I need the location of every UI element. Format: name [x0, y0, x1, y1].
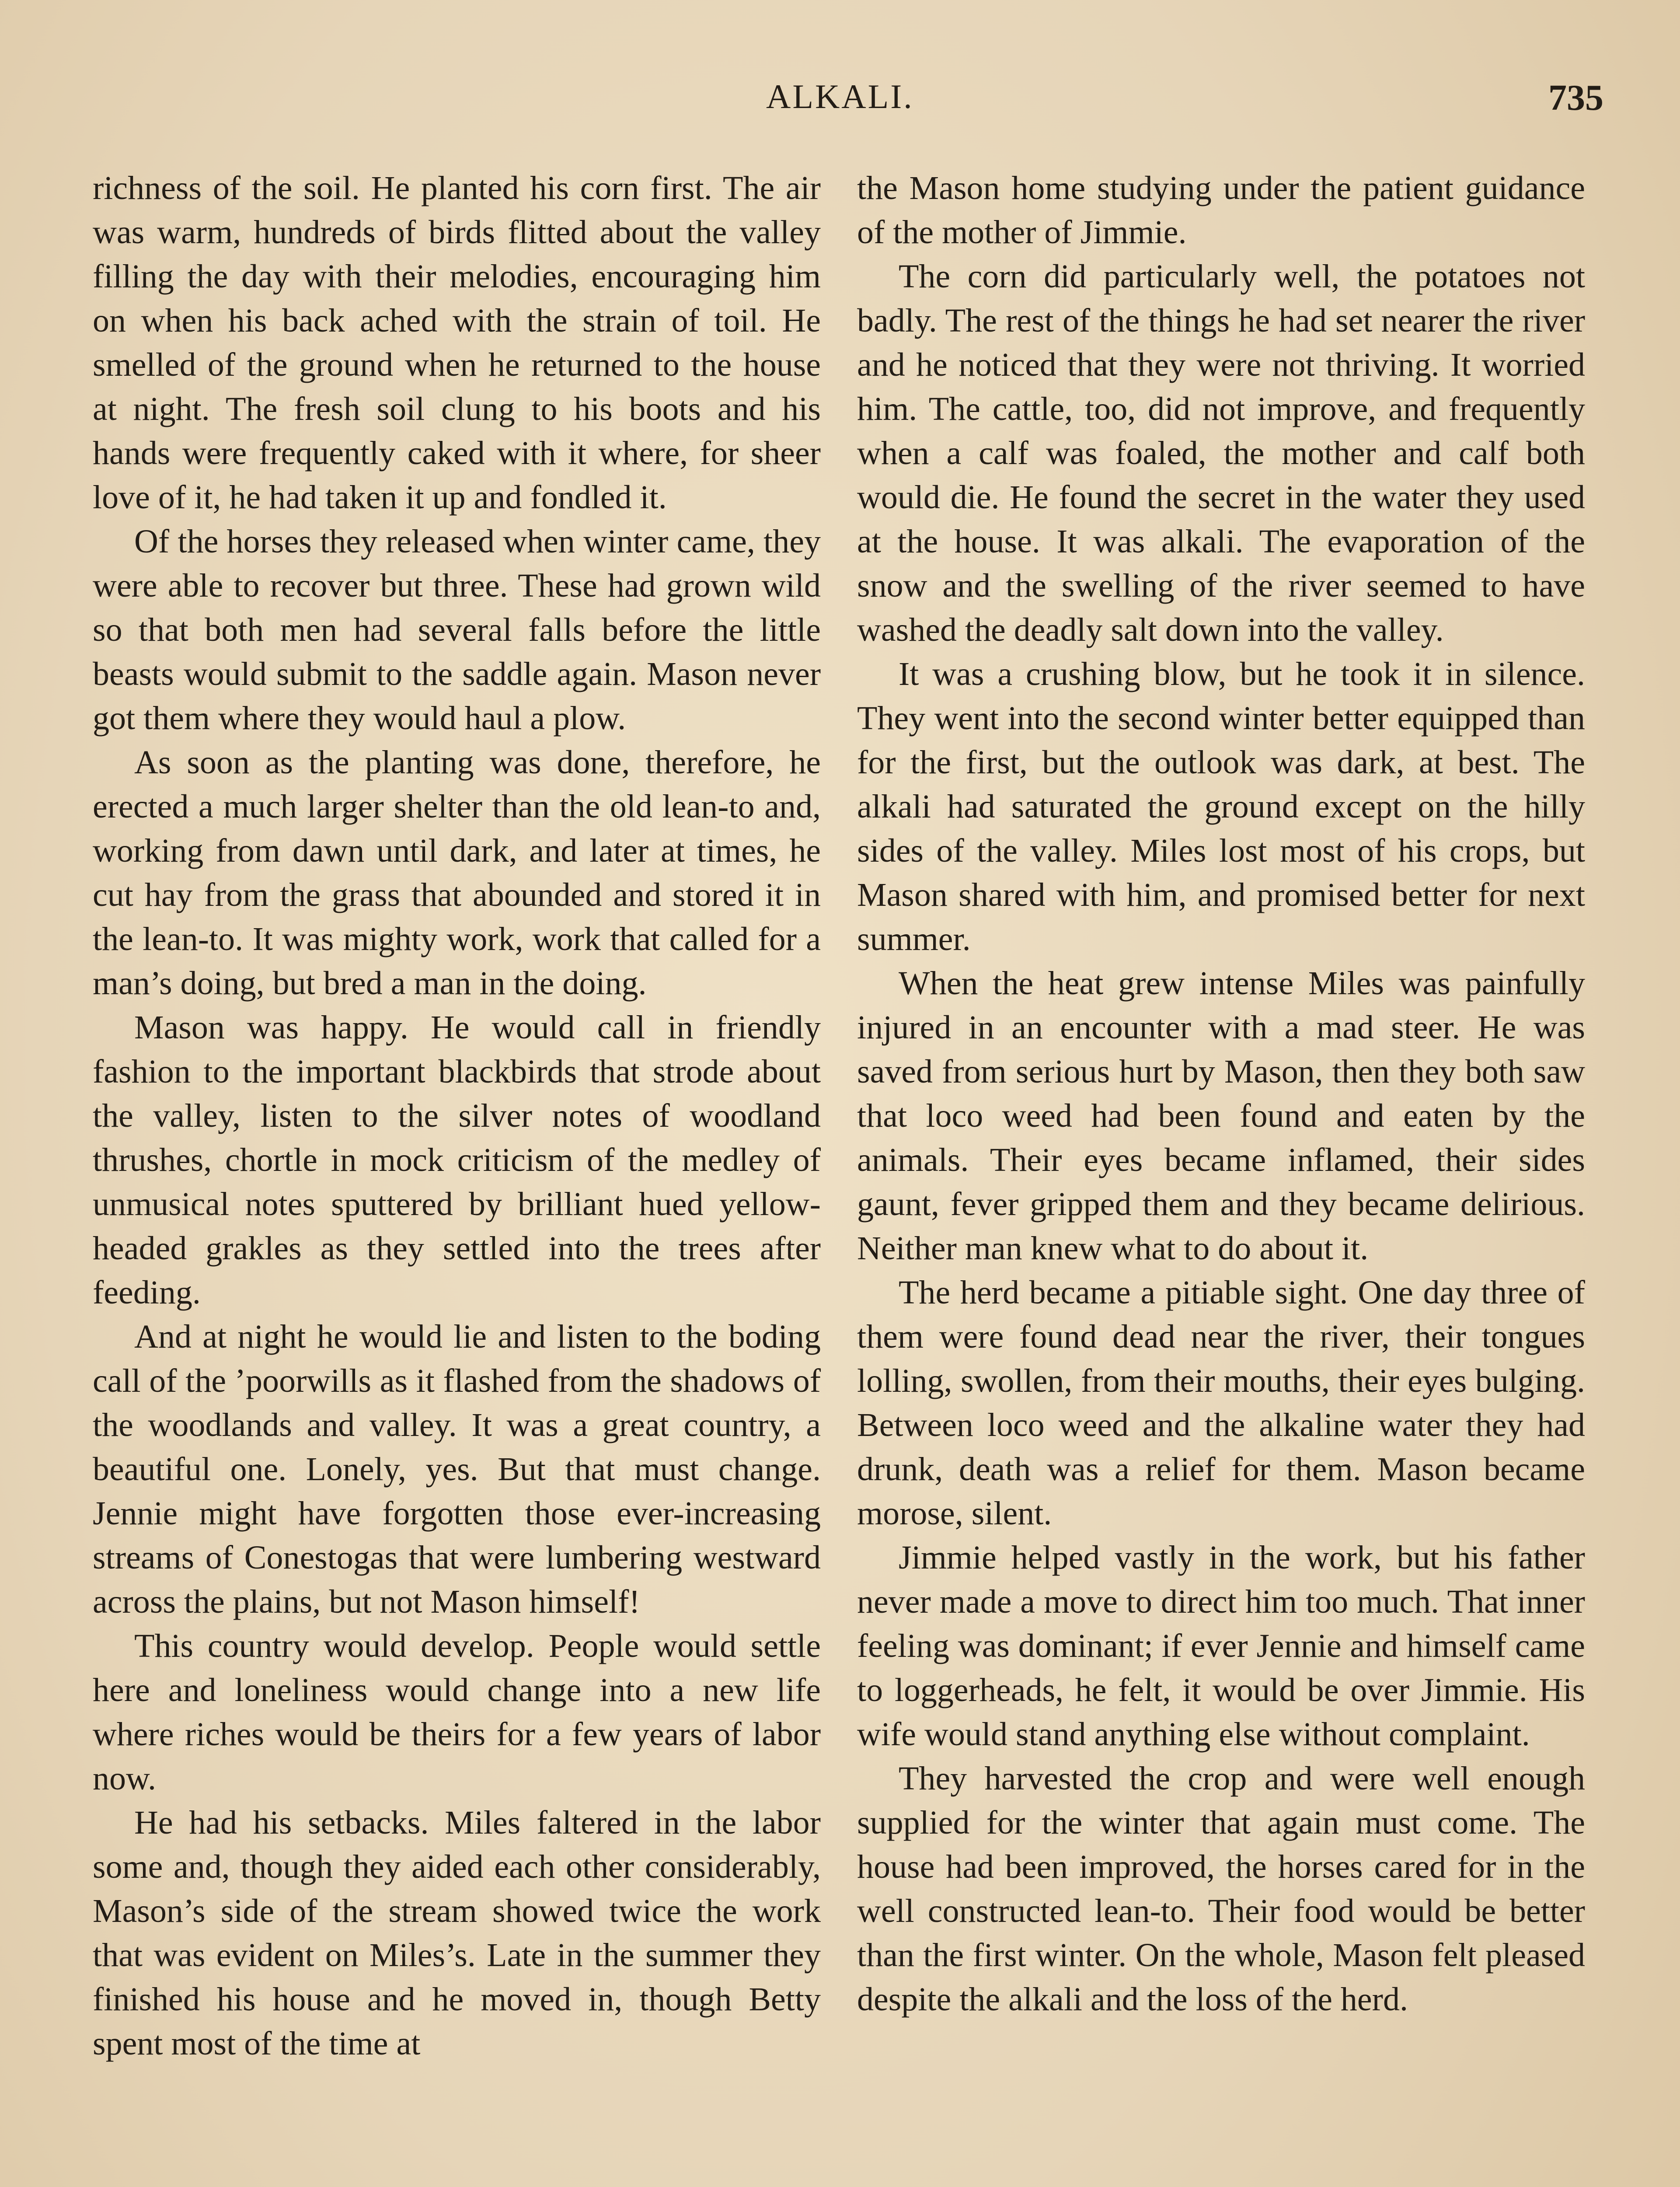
paragraph: He had his setbacks. Miles faltered in the labor some and, though they aided each other considerably, Mason’s side of the stream showed twice the work that was evident on Miles’s. Late in the summer they finished his house and he moved in, though Betty spent most of the time at: [93, 1804, 821, 2062]
paragraph: The herd became a pitiable sight. One day three of them were found dead near the river, their tongues lolling, swollen, from their mouths, their eyes bulging. Between loco weed and the alkaline water they had drunk, death was a relief for them. Mason became morose, silent.: [857, 1274, 1585, 1532]
left-column: [93, 166, 821, 2066]
paragraph: They harvested the crop and were well enough supplied for the winter that again must come. The house had been improved, the horses cared for in the well constructed lean-to. Their food would be better than the first winter. On the whole, Mason felt pleased despite the alkali and the loss of the herd.: [857, 1760, 1585, 2018]
paragraph: It was a crushing blow, but he took it in silence. They went into the second winter better equipped than for the first, but the outlook was dark, at best. The alkali had saturated the ground except on the hilly sides of the valley. Miles lost most of his crops, but Mason shared with him, and promised better for next summer.: [857, 656, 1585, 957]
paragraph: richness of the soil. He planted his corn first. The air was warm, hundreds of birds flitted about the valley filling the day with their melodies, encouraging him on when his back ached with the strain of toil. He smelled of the ground when he returned to the house at night. The fresh soil clung to his boots and his hands were frequently caked with it where, for sheer love of it, he had taken it up and fondled it.: [93, 170, 821, 516]
paragraph: Of the horses they released when winter came, they were able to recover but three. These had grown wild so that both men had several falls before the little beasts would submit to the saddle again. Mason never got them where they would haul a plow.: [93, 523, 821, 737]
paragraph: the Mason home studying under the patient guidance of the mother of Jimmie.: [857, 170, 1585, 251]
right-column: [857, 166, 1585, 2022]
paragraph: When the heat grew intense Miles was painfully injured in an encounter with a mad steer. He was saved from serious hurt by Mason, then they both saw that loco weed had been found and eaten by the animals. Their eyes became inflamed, their sides gaunt, fever gripped them and they became delirious. Neither man knew what to do about it.: [857, 965, 1585, 1267]
paragraph: Jimmie helped vastly in the work, but his father never made a move to direct him too much. That inner feeling was dominant; if ever Jennie and himself came to loggerheads, he felt, it would be over Jimmie. His wife would stand anything else without complaint.: [857, 1539, 1585, 1753]
paragraph: The corn did particularly well, the potatoes not badly. The rest of the things he had set nearer the river and he noticed that they were not thriving. It worried him. The cattle, too, did not improve, and frequently when a calf was foaled, the mother and calf both would die. He found the secret in the water they used at the house. It was alkali. The evaporation of the snow and the swelling of the river seemed to have washed the deadly salt down into the valley.: [857, 258, 1585, 648]
paragraph: And at night he would lie and listen to the boding call of the ’poorwills as it flashed from the shadows of the woodlands and valley. It was a great country, a beautiful one. Lonely, yes. But that must change. Jennie might have forgotten those ever-increasing streams of Conestogas that were lumbering westward across the plains, but not Mason himself!: [93, 1318, 821, 1620]
paragraph: This country would develop. People would settle here and loneliness would change into a new life where riches would be theirs for a few years of labor now.: [93, 1628, 821, 1797]
paragraph: As soon as the planting was done, therefore, he erected a much larger shelter than the old lean-to and, working from dawn until dark, and later at times, he cut hay from the grass that abounded and stored it in the lean-to. It was mighty work, work that called for a man’s doing, but bred a man in the doing.: [93, 744, 821, 1002]
page-number: 735: [1548, 77, 1603, 118]
paragraph: Mason was happy. He would call in friendly fashion to the important blackbirds that strode about the valley, listen to the silver notes of woodland thrushes, chortle in mock criticism of the medley of unmusical notes sputtered by brilliant hued yellow-headed grakles as they settled into the trees after feeding.: [93, 1009, 821, 1311]
running-title: ALKALI.: [766, 77, 914, 115]
